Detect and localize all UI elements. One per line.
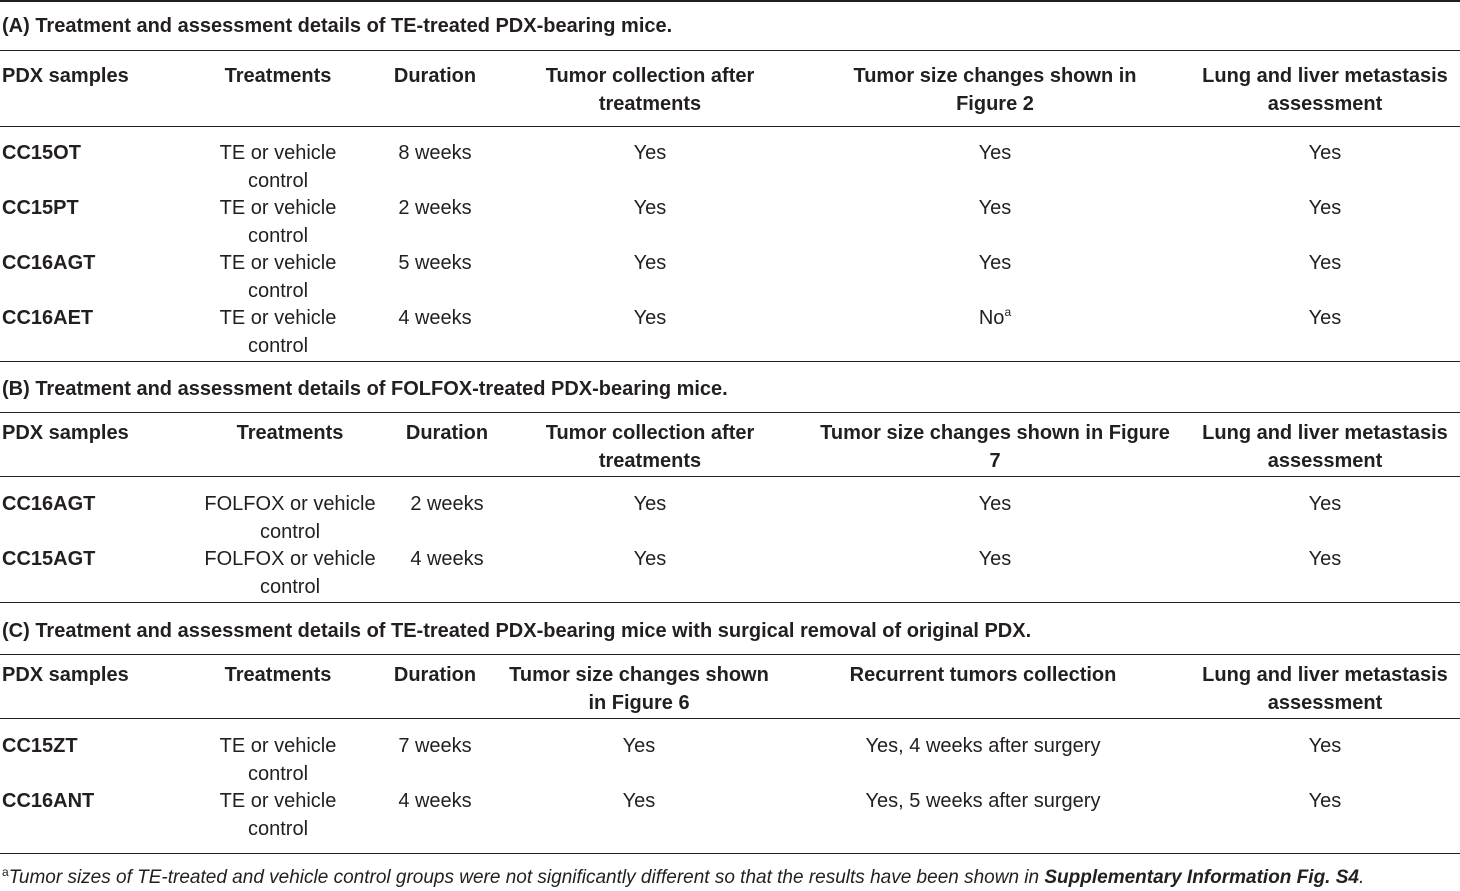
metastasis-cell: Yes [1308, 307, 1342, 329]
collection-cell: Yes [633, 307, 667, 329]
header-treatments: Treatments [236, 422, 344, 444]
collection-cell: Yes [633, 197, 667, 219]
size-change-cell: Yes [978, 252, 1012, 274]
header-duration: Duration [393, 664, 477, 686]
header-metastasis-assessment: Lung and liver metastasis assessment [1202, 422, 1448, 472]
treatment-cell: TE or vehicle control [219, 142, 337, 192]
metastasis-cell: Yes [1308, 493, 1342, 515]
table-bottom-rule [0, 853, 1460, 854]
section-b-title-rule [0, 412, 1460, 413]
header-tumor-size-changes: Tumor size changes shown in Figure 2 [853, 65, 1137, 115]
metastasis-cell: Yes [1308, 252, 1342, 274]
header-treatments: Treatments [224, 65, 332, 87]
header-duration: Duration [405, 422, 489, 444]
duration-cell: 5 weeks [398, 252, 472, 274]
duration-cell: 4 weeks [410, 548, 484, 570]
collection-cell: Yes [633, 142, 667, 164]
treatment-cell: FOLFOX or vehicle control [204, 548, 376, 598]
sample-cell: CC16AGT [2, 252, 96, 274]
size-change-cell: Yes [622, 790, 656, 812]
treatment-cell: FOLFOX or vehicle control [204, 493, 376, 543]
duration-cell: 4 weeks [398, 790, 472, 812]
section-b-header-rule [0, 476, 1460, 477]
metastasis-cell: Yes [1308, 790, 1342, 812]
metastasis-cell: Yes [1308, 548, 1342, 570]
footnote-end: . [1358, 867, 1365, 888]
collection-cell: Yes [633, 493, 667, 515]
sample-cell: CC16AET [2, 307, 94, 329]
header-metastasis-assessment: Lung and liver metastasis assessment [1202, 664, 1448, 714]
size-change-cell [820, 305, 1170, 333]
duration-cell: 2 weeks [398, 197, 472, 219]
sample-cell: CC16AGT [2, 493, 96, 515]
size-change-cell: Yes [978, 493, 1012, 515]
treatment-cell: TE or vehicle control [219, 790, 337, 840]
footnote-reference: Supplementary Information Fig. S4 [1044, 867, 1359, 888]
header-tumor-collection: Tumor collection after treatments [545, 422, 755, 472]
treatment-cell: TE or vehicle control [219, 197, 337, 247]
header-tumor-size-changes: Tumor size changes shown in Figure 6 [509, 664, 769, 714]
header-tumor-size-changes: Tumor size changes shown in Figure 7 [820, 422, 1170, 472]
sample-cell: CC15PT [2, 197, 79, 219]
duration-cell: 2 weeks [410, 493, 484, 515]
section-a-title: (A) Treatment and assessment details of TE-treated PDX-bearing mice. [2, 15, 673, 37]
sample-cell: CC15ZT [2, 735, 78, 757]
sample-cell: CC15OT [2, 142, 81, 164]
duration-cell: 7 weeks [398, 735, 472, 757]
treatment-cell: TE or vehicle control [219, 307, 337, 357]
metastasis-cell: Yes [1308, 142, 1342, 164]
footnote-marker: a [2, 865, 9, 879]
section-c-header-rule [0, 718, 1460, 719]
sample-cell: CC16ANT [2, 790, 95, 812]
section-b-bottom-rule [0, 602, 1460, 603]
section-a-header-rule [0, 126, 1460, 127]
recurrent-collection-cell: Yes, 4 weeks after surgery [865, 735, 1101, 757]
section-a-bottom-rule [0, 361, 1460, 362]
header-tumor-collection: Tumor collection after treatments [545, 65, 755, 115]
size-change-value: No [978, 307, 1005, 329]
section-c-title-rule [0, 654, 1460, 655]
section-b-title: (B) Treatment and assessment details of FOLFOX-treated PDX-bearing mice. [2, 378, 728, 400]
header-duration: Duration [393, 65, 477, 87]
header-pdx-samples: PDX samples [2, 422, 129, 444]
section-c-title: (C) Treatment and assessment details of TE-treated PDX-bearing mice with surgical removal of original PDX. [2, 620, 1032, 642]
treatment-cell: TE or vehicle control [219, 252, 337, 302]
size-change-cell: Yes [978, 142, 1012, 164]
table-footnote [2, 859, 1364, 891]
size-change-cell: Yes [978, 197, 1012, 219]
metastasis-cell: Yes [1308, 197, 1342, 219]
header-treatments: Treatments [224, 664, 332, 686]
metastasis-cell: Yes [1308, 735, 1342, 757]
sample-cell: CC15AGT [2, 548, 96, 570]
collection-cell: Yes [633, 252, 667, 274]
size-change-cell: Yes [978, 548, 1012, 570]
section-a-title-rule [0, 50, 1460, 51]
header-metastasis-assessment: Lung and liver metastasis assessment [1202, 65, 1448, 115]
header-pdx-samples: PDX samples [2, 664, 129, 686]
header-recurrent-tumors: Recurrent tumors collection [849, 664, 1117, 686]
recurrent-collection-cell: Yes, 5 weeks after surgery [865, 790, 1101, 812]
table-top-rule [0, 0, 1460, 2]
duration-cell: 8 weeks [398, 142, 472, 164]
footnote-text: Tumor sizes of TE-treated and vehicle control groups were not significantly different so that the results have been shown in [8, 867, 1045, 888]
duration-cell: 4 weeks [398, 307, 472, 329]
footnote-marker: a [1004, 305, 1012, 319]
header-pdx-samples: PDX samples [2, 65, 129, 87]
treatment-cell: TE or vehicle control [219, 735, 337, 785]
size-change-cell: Yes [622, 735, 656, 757]
collection-cell: Yes [633, 548, 667, 570]
